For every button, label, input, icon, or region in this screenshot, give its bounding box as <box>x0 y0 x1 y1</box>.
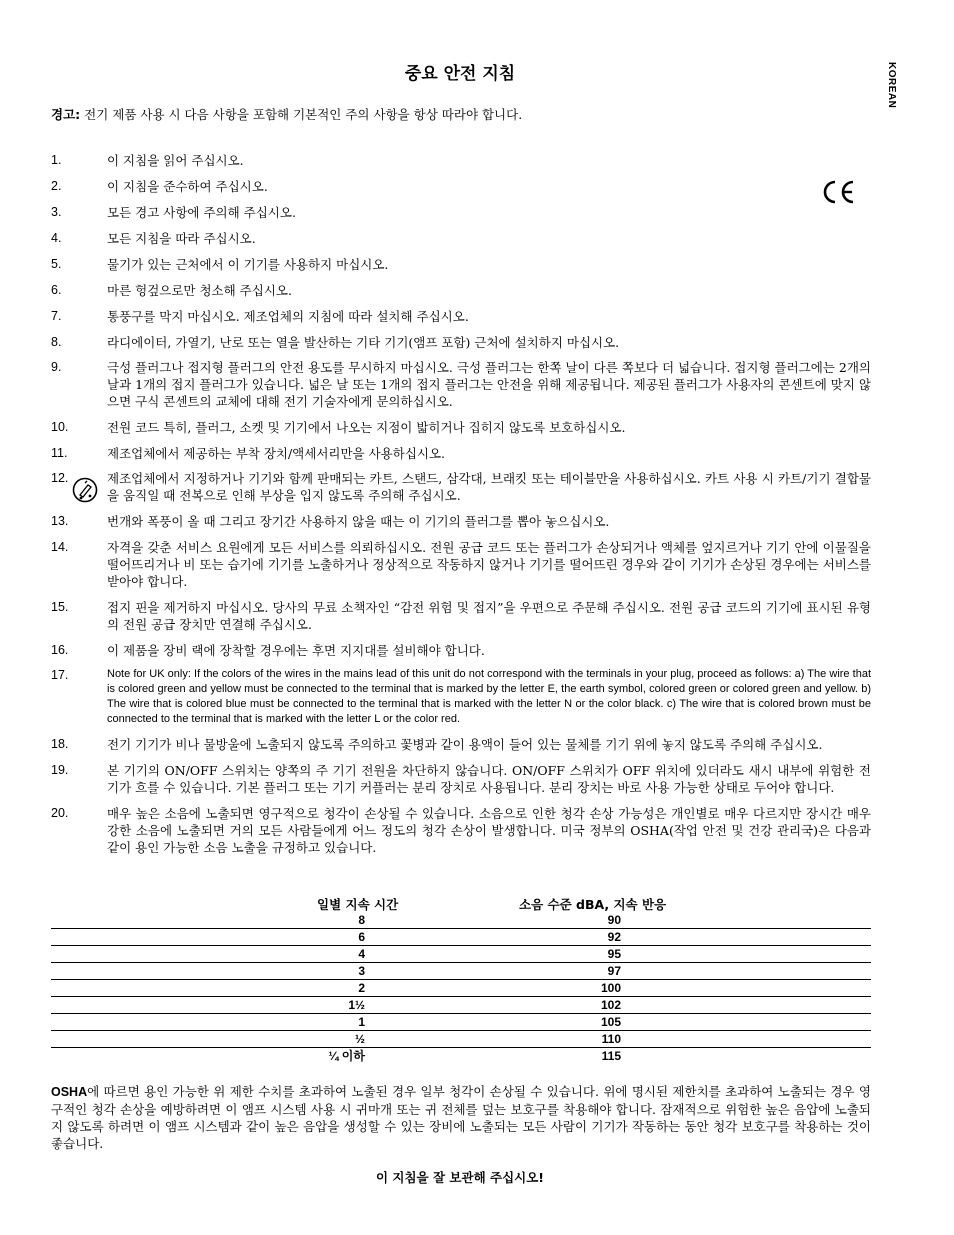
list-item <box>51 282 871 299</box>
list-item <box>51 667 871 727</box>
list-item <box>51 204 871 221</box>
list-item-number: 15. <box>51 600 69 614</box>
list-item-text: 라디에이터, 가열기, 난로 또는 열을 발산하는 기타 기기(앰프 포함) 근처에 설치하지 마십시오. <box>107 335 620 350</box>
list-item <box>51 178 871 195</box>
table-row <box>51 1048 871 1065</box>
list-item-number: 1. <box>51 153 62 167</box>
level-cell: 100 <box>600 981 621 995</box>
osha-paragraph <box>51 1083 871 1152</box>
list-item-number: 11. <box>51 446 68 460</box>
list-item <box>51 256 871 273</box>
level-cell: 115 <box>601 1049 621 1063</box>
list-item-number: 6. <box>51 283 62 297</box>
level-cell: 92 <box>607 930 621 944</box>
list-item <box>51 539 871 590</box>
list-item <box>51 419 871 436</box>
list-item-text: 이 지침을 읽어 주십시오. <box>107 153 244 168</box>
language-label: KOREAN <box>886 62 897 109</box>
list-item <box>51 513 871 530</box>
duration-cell: 4 <box>358 947 365 961</box>
table-row <box>51 946 871 963</box>
list-item-number: 13. <box>51 514 69 528</box>
warning-text: 전기 제품 사용 시 다음 사항을 포함해 기본적인 주의 사항을 항상 따라야 합니다. <box>80 107 523 122</box>
duration-cell: 8 <box>358 913 365 927</box>
osha-lead: OSHA <box>51 1085 88 1099</box>
list-item-text: 자격을 갖춘 서비스 요원에게 모든 서비스를 의뢰하십시오. 전원 공급 코드 또는 플러그가 손상되거나 액체를 엎지르거나 기기 안에 이물질을 떨어뜨리거나 비 또는 습기에 기기를 노출하거나 정상적으로 작동하지 않거나 기기를 떨어뜨린 경우와 같이 기기가 손상된 경우에는 서비스를 받아야 합니다. <box>107 540 871 589</box>
duration-cell: ½ <box>354 1032 365 1046</box>
list-item-number: 18. <box>51 737 69 751</box>
list-item <box>51 445 871 462</box>
table-row <box>51 1014 871 1031</box>
list-item-text: Note for UK only: If the colors of the wires in the mains lead of this unit do not correspond with the terminals in your plug, proceed as follows: a) The wire that is colored green and yellow must be connected to the terminal that is marked by the letter E, the earth symbol, colored green or colored green and yellow. b) The wire that is colored blue must be connected to the terminal that is marked with the letter N or the color black. c) The wire that is colored brown must be connected to the terminal that is marked with the letter L or the color red. <box>107 668 871 725</box>
list-item-text: 모든 지침을 따라 주십시오. <box>107 231 256 246</box>
page-title: 중요 안전 지침 <box>404 64 516 84</box>
list-item-number: 14. <box>51 540 69 554</box>
list-item <box>51 805 871 856</box>
list-item-number: 10. <box>51 420 69 434</box>
noise-exposure-table <box>51 895 871 1065</box>
list-item <box>51 736 871 753</box>
list-item-number: 20. <box>51 806 69 820</box>
list-item-number: 8. <box>51 335 62 349</box>
duration-cell: 6 <box>358 930 365 944</box>
warning-paragraph <box>51 106 871 123</box>
list-item <box>51 152 871 169</box>
level-cell: 97 <box>607 964 621 978</box>
list-item-number: 2. <box>51 179 62 193</box>
list-item <box>51 762 871 796</box>
level-cell: 110 <box>601 1032 621 1046</box>
list-item-number: 12. <box>51 470 107 504</box>
list-item-text: 접지 핀을 제거하지 마십시오. 당사의 무료 소책자인 “감전 위험 및 접지”을 우편으로 주문해 주십시오. 전원 공급 코드의 기기에 표시된 유형의 전원 공급 장치만 연결해 주십시오. <box>107 600 871 632</box>
list-item <box>51 334 871 351</box>
duration-cell: 1½ <box>348 998 365 1012</box>
list-item-number: 9. <box>51 360 62 374</box>
warning-label: 경고: <box>51 107 81 122</box>
list-item-text: 전원 코드 특히, 플러그, 소켓 및 기기에서 나오는 지점이 밟히거나 집히지 않도록 보호하십시오. <box>107 420 626 435</box>
list-item-number: 17. <box>51 668 69 682</box>
list-item <box>51 308 871 325</box>
list-item-text: 번개와 폭풍이 올 때 그리고 장기간 사용하지 않을 때는 이 기기의 플러그를 뽑아 놓으십시오. <box>107 514 610 529</box>
list-item-text: 마른 헝겊으로만 청소해 주십시오. <box>107 283 292 298</box>
list-item-number: 5. <box>51 257 62 271</box>
table-row <box>51 1031 871 1048</box>
table-row <box>51 912 871 929</box>
duration-cell: ¼ 이하 <box>328 1049 365 1063</box>
list-item-text: 이 지침을 준수하여 주십시오. <box>107 179 268 194</box>
list-item <box>51 359 871 410</box>
table-row <box>51 929 871 946</box>
list-item-text: 모든 경고 사항에 주의해 주십시오. <box>107 205 296 220</box>
list-item-text: 극성 플러그나 접지형 플러그의 안전 용도를 무시하지 마십시오. 극성 플러그는 한쪽 날이 다른 쪽보다 더 넓습니다. 접지형 플러그에는 2개의 날과 1개의 접지 플러그가 있습니다. 넓은 날 또는 1개의 접지 플러그는 안전을 위해 제공됩니다. 제공된 플러그가 사용자의 콘센트에 맞지 않으면 구식 콘센트의 교체에 대해 전기 기술자에게 문의하십시오. <box>107 360 871 409</box>
list-item <box>51 599 871 633</box>
header-level: 소음 수준 dBA, 지속 반응 <box>519 897 667 912</box>
header-duration: 일별 지속 시간 <box>317 897 399 912</box>
list-item-number: 3. <box>51 205 62 219</box>
table-row <box>51 980 871 997</box>
level-cell: 90 <box>607 913 621 927</box>
list-item-text: 전기 기기가 비나 물방울에 노출되지 않도록 주의하고 꽃병과 같이 용액이 들어 있는 물체를 기기 위에 놓지 않도록 주의해 주십시오. <box>107 737 823 752</box>
list-item-text: 제조업체에서 제공하는 부착 장치/액세서리만을 사용하십시오. <box>107 446 446 461</box>
table-header <box>51 895 871 912</box>
list-item-text: 이 제품을 장비 랙에 장착할 경우에는 후면 지지대를 설비해야 합니다. <box>107 643 485 658</box>
duration-cell: 3 <box>358 964 365 978</box>
list-item-text: 매우 높은 소음에 노출되면 영구적으로 청각이 손상될 수 있습니다. 소음으로 인한 청각 손상 가능성은 개인별로 매우 다르지만 장시간 매우 강한 소음에 노출되면 거의 모든 사람들에게 어느 정도의 청각 손상이 발생합니다. 미국 정부의 OSHA(작업 안전 및 건강 관리국)은 다음과 같이 용인 가능한 소음 노출을 규정하고 있습니다. <box>107 806 871 855</box>
list-item-number: 19. <box>51 763 69 777</box>
list-item-number: 16. <box>51 643 69 657</box>
instruction-list <box>51 152 871 856</box>
level-cell: 105 <box>600 1015 621 1029</box>
list-item-number: 7. <box>51 309 62 323</box>
list-item-text: 통풍구를 막지 마십시오. 제조업체의 지침에 따라 설치해 주십시오. <box>107 309 469 324</box>
list-item-text: 제조업체에서 지정하거나 기기와 함께 판매되는 카트, 스탠드, 삼각대, 브래킷 또는 테이블만을 사용하십시오. 카트 사용 시 카트/기기 결합물을 움직일 때 전복으로 인해 부상을 입지 않도록 주의해 주십시오. <box>107 471 871 503</box>
table-row <box>51 997 871 1014</box>
osha-text: 에 따르면 용인 가능한 위 제한 수치를 초과하여 노출된 경우 일부 청각이 손상될 수 있습니다. 위에 명시된 제한치를 초과하여 노출되는 경우 영구적인 청각 손상을 예방하려면 이 앰프 시스템 사용 시 귀마개 또는 귀 전체를 덮는 보호구를 착용해야 합니다. 잠재적으로 위험한 높은 음압에 노출되지 않도록 하려면 이 앰프 시스템과 같이 높은 음압을 생성할 수 있는 장비에 노출되는 모든 사람이 기기가 작동하는 동안 청각 보호구를 착용하는 것이 좋습니다. <box>51 1084 871 1151</box>
level-cell: 95 <box>607 947 621 961</box>
list-item <box>51 470 871 504</box>
duration-cell: 2 <box>358 981 365 995</box>
footer-note: 이 지침을 잘 보관해 주십시오! <box>375 1170 544 1185</box>
level-cell: 102 <box>600 998 621 1012</box>
list-item <box>51 230 871 247</box>
list-item-text: 본 기기의 ON/OFF 스위치는 양쪽의 주 기기 전원을 차단하지 않습니다. ON/OFF 스위치가 OFF 위치에 있더라도 새시 내부에 위험한 전기가 흐를 수 있습니다. 기본 플러그 또는 기기 커플러는 분리 장치로 사용됩니다. 분리 장치는 바로 사용 가능한 상태로 두어야 합니다. <box>107 763 871 795</box>
list-item-text: 물기가 있는 근처에서 이 기기를 사용하지 마십시오. <box>107 257 389 272</box>
cart-tipover-warning-icon <box>72 477 98 503</box>
table-row <box>51 963 871 980</box>
duration-cell: 1 <box>358 1015 365 1029</box>
list-item-number: 4. <box>51 231 62 245</box>
list-item <box>51 642 871 659</box>
